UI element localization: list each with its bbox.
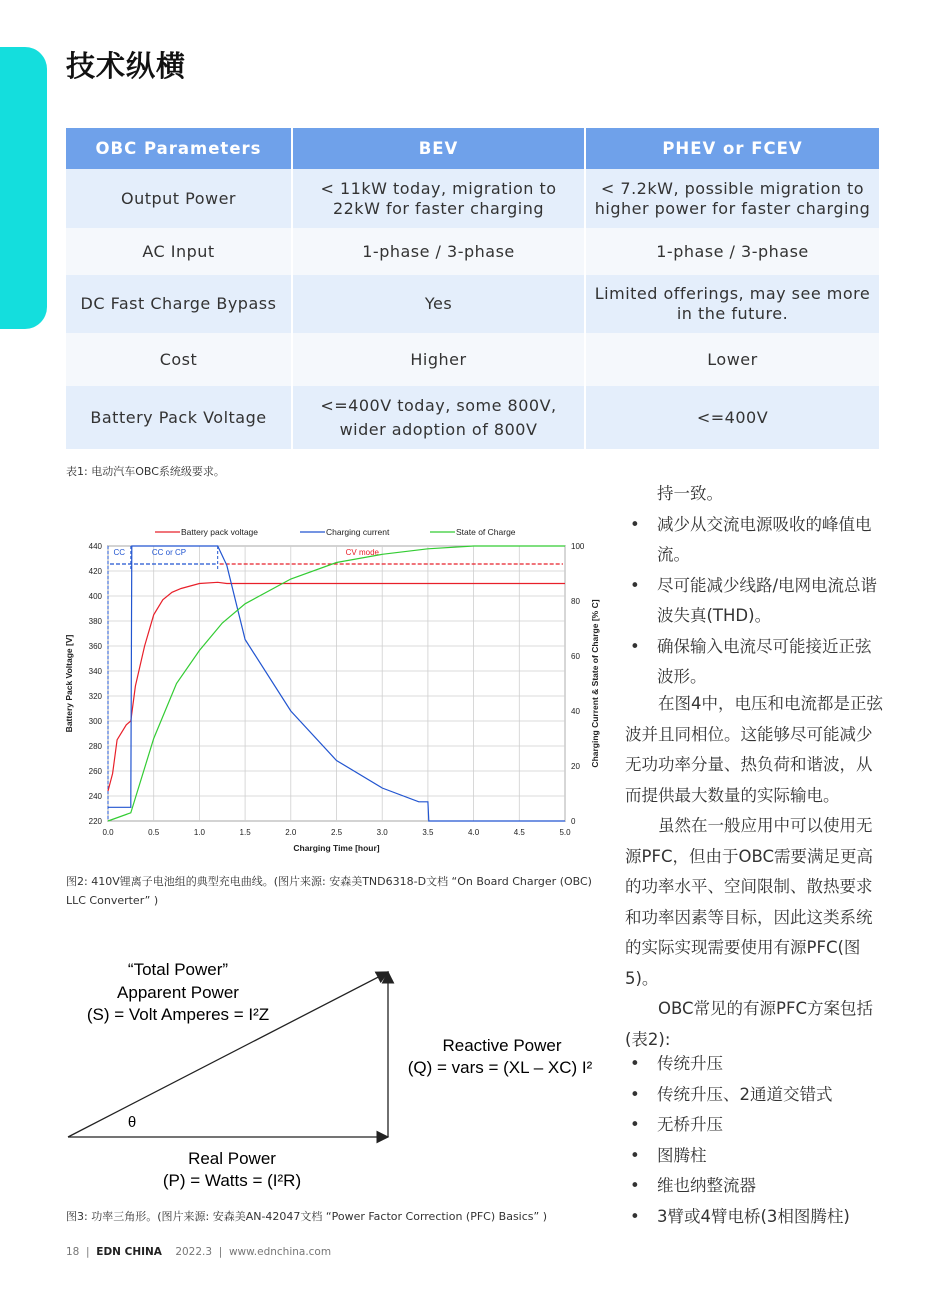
- y-tick-label: 340: [88, 667, 102, 676]
- right-column-top: [625, 479, 887, 693]
- list-item: • 传统升压: [625, 1049, 887, 1080]
- y-tick-label: 220: [88, 817, 102, 826]
- y-tick-label: 300: [88, 717, 102, 726]
- footer-brand: EDN CHINA: [96, 1246, 162, 1258]
- table-cell: <=400V: [585, 386, 879, 449]
- x-tick-label: 4.0: [468, 828, 480, 837]
- y2-tick-label: 20: [571, 762, 580, 771]
- list-item: • 确保输入电流尽可能接近正弦波形。: [625, 632, 887, 693]
- pfc-scheme-list: [625, 1049, 887, 1232]
- x-tick-label: 4.5: [513, 828, 525, 837]
- legend-label: Battery pack voltage: [181, 527, 259, 537]
- table-cell: Yes: [292, 275, 585, 333]
- x-tick-label: 2.5: [330, 828, 343, 837]
- table-cell: Output Power: [66, 169, 292, 228]
- x-tick-label: 0.0: [102, 828, 114, 837]
- x-tick-label: 5.0: [559, 828, 571, 837]
- y-tick-label: 400: [88, 592, 102, 601]
- table-header-cell: OBC Parameters: [66, 128, 292, 169]
- x-tick-label: 3.0: [376, 828, 388, 837]
- mode-label-cc-cp: CC or CP: [151, 548, 187, 557]
- y-axis-label: Battery Pack Voltage [V]: [64, 634, 74, 733]
- y-tick-label: 260: [88, 767, 102, 776]
- apparent-power-formula: (S) = Volt Amperes = I²Z: [86, 1005, 270, 1024]
- y2-tick-label: 60: [571, 652, 580, 661]
- angle-label: θ: [127, 1114, 137, 1131]
- y2-axis-label: Charging Current & State of Charge [% C]: [590, 599, 600, 768]
- y-tick-label: 420: [88, 567, 102, 576]
- power-triangle-diagram: [60, 955, 610, 1195]
- list-item: • 维也纳整流器: [625, 1171, 887, 1202]
- page-number: 18: [66, 1246, 80, 1258]
- reactive-power-formula: (Q) = vars = (XL – XC) I²: [407, 1058, 593, 1077]
- charging-curve-chart: [60, 520, 610, 860]
- paragraph: OBC常见的有源PFC方案包括(表2):: [625, 999, 873, 1049]
- table-cell: AC Input: [66, 228, 292, 275]
- y-tick-label: 440: [88, 542, 102, 551]
- y2-tick-label: 0: [571, 817, 576, 826]
- real-power-label: Real Power: [188, 1149, 276, 1168]
- table-row: [66, 228, 879, 275]
- continued-text: 持一致。: [657, 484, 723, 503]
- apparent-power-title: “Total Power”: [127, 960, 229, 979]
- list-item: • 尽可能减少线路/电网电流总谐波失真(THD)。: [625, 571, 887, 632]
- y2-tick-label: 40: [571, 707, 580, 716]
- table-cell: < 7.2kW, possible migration to higher power for faster charging: [585, 169, 879, 228]
- x-axis-label: Charging Time [hour]: [293, 843, 380, 853]
- list-item: • 减少从交流电源吸收的峰值电流。: [625, 510, 887, 571]
- right-column-paragraphs: [625, 689, 887, 1055]
- legend-label: State of Charge: [456, 527, 516, 537]
- list-item: • 传统升压、2通道交错式: [625, 1080, 887, 1111]
- x-tick-label: 2.0: [285, 828, 297, 837]
- table-row: [66, 275, 879, 333]
- table-header-cell: PHEV or FCEV: [585, 128, 879, 169]
- table-cell: Higher: [292, 333, 585, 386]
- table-cell: Limited offerings, may see more in the future.: [585, 275, 879, 333]
- mode-label-cc: CC: [113, 548, 126, 557]
- list-item: • 无桥升压: [625, 1110, 887, 1141]
- y-tick-label: 240: [88, 792, 102, 801]
- y-tick-label: 380: [88, 617, 102, 626]
- figure2-caption: 图2: 410V锂离子电池组的典型充电曲线。(图片来源: 安森美TND6318-D文档 “On Board Charger (OBC) LLC Converter” ): [66, 875, 592, 907]
- x-tick-label: 1.0: [193, 828, 205, 837]
- table-header-cell: BEV: [292, 128, 585, 169]
- reactive-power-label: Reactive Power: [442, 1036, 562, 1055]
- paragraph: 虽然在一般应用中可以使用无源PFC，但由于OBC需要满足更高的功率水平、空间限制、散热要求和功率因素等目标，因此这类系统的实际实现需要使用有源PFC(图5)。: [625, 816, 873, 988]
- list-item: • 图腾柱: [625, 1141, 887, 1172]
- figure3-caption: 图3: 功率三角形。(图片来源: 安森美AN-42047文档 “Power Factor Correction (PFC) Basics” ): [66, 1210, 547, 1223]
- list-item: • 3臂或4臂电桥(3相图腾柱): [625, 1202, 887, 1233]
- y-tick-label: 280: [88, 742, 102, 751]
- paragraph: 在图4中，电压和电流都是正弦波并且同相位。这能够尽可能减少无功功率分量、热负荷和谐波，从而提供最大数量的实际输电。: [625, 694, 883, 805]
- table-row: [66, 169, 879, 228]
- footer-link[interactable]: www.ednchina.com: [228, 1246, 332, 1258]
- y-tick-label: 320: [88, 692, 102, 701]
- y2-tick-label: 100: [571, 542, 585, 551]
- table-cell: <=400V today, some 800V, wider adoption of 800V: [292, 386, 585, 449]
- section-tab: [0, 47, 47, 329]
- table-cell: Cost: [66, 333, 292, 386]
- table-cell: Lower: [585, 333, 879, 386]
- real-power-formula: (P) = Watts = (I²R): [162, 1171, 302, 1190]
- y2-tick-label: 80: [571, 597, 580, 606]
- y-tick-label: 360: [88, 642, 102, 651]
- table-cell: 1-phase / 3-phase: [585, 228, 879, 275]
- mode-label-cv: CV mode: [345, 548, 379, 557]
- page-title: 技术纵横: [66, 49, 187, 83]
- page-footer: 18 | EDN CHINA 2022.3 | www.ednchina.com: [66, 1246, 332, 1258]
- table-row: [66, 333, 879, 386]
- table-cell: Battery Pack Voltage: [66, 386, 292, 449]
- legend-label: Charging current: [326, 527, 390, 537]
- footer-issue: 2022.3: [175, 1246, 213, 1258]
- x-tick-label: 3.5: [422, 828, 434, 837]
- apparent-power-label: Apparent Power: [117, 983, 239, 1002]
- table-cell: < 11kW today, migration to 22kW for faster charging: [292, 169, 585, 228]
- x-tick-label: 1.5: [239, 828, 251, 837]
- table-row: [66, 386, 879, 449]
- obc-parameters-table: [66, 128, 879, 449]
- x-tick-label: 0.5: [148, 828, 160, 837]
- table-cell: DC Fast Charge Bypass: [66, 275, 292, 333]
- table-cell: 1-phase / 3-phase: [292, 228, 585, 275]
- table-caption: 表1: 电动汽车OBC系统级要求。: [66, 465, 225, 478]
